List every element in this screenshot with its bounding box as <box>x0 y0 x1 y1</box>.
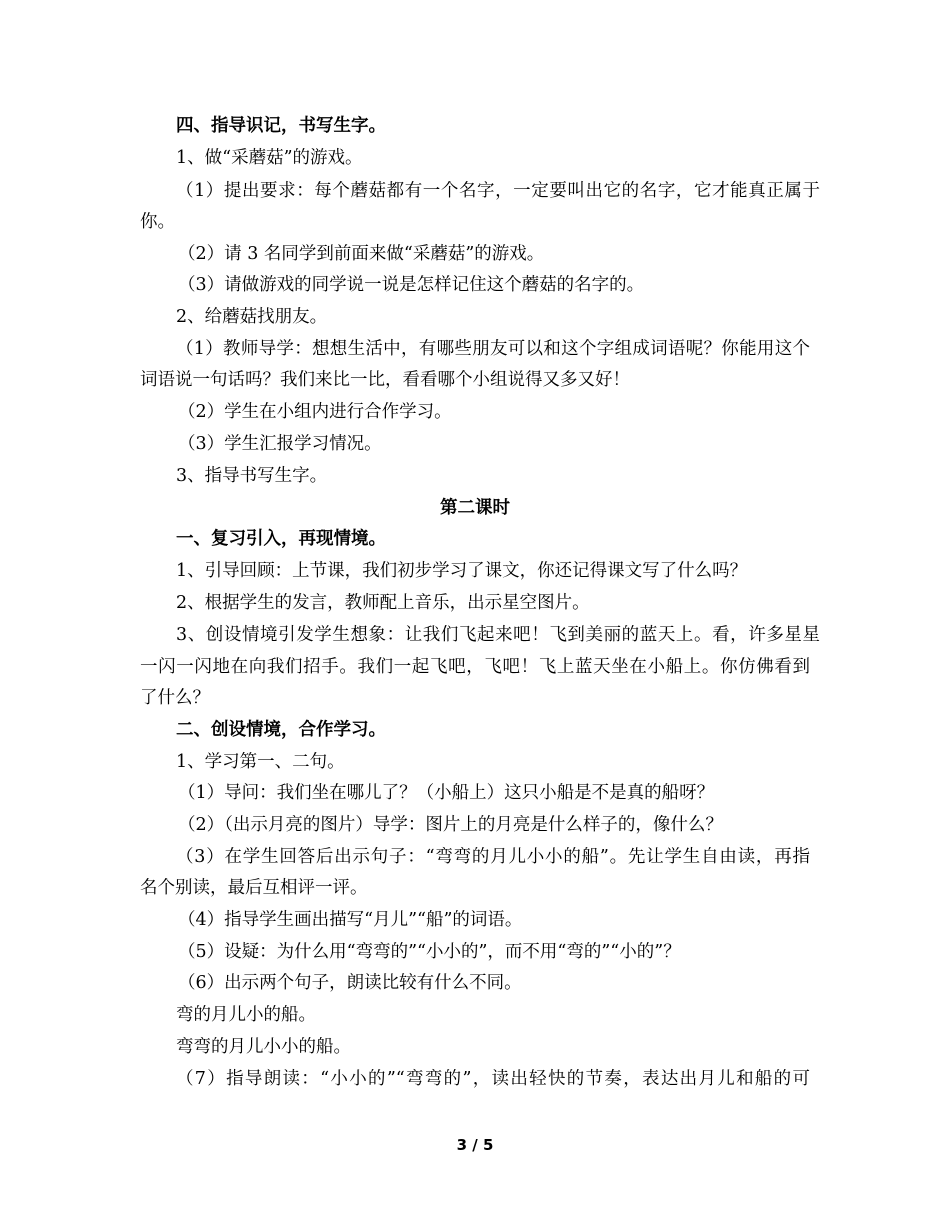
paragraph-line: （1）导问：我们坐在哪儿了？（小船上）这只小船是不是真的船呀？ <box>178 783 715 803</box>
paragraph-line: 一闪一闪地在向我们招手。我们一起飞吧，飞吧！飞上蓝天坐在小船上。你仿佛看到 <box>140 657 810 677</box>
section-heading-1: 一、复习引入，再现情境。 <box>176 529 386 549</box>
paragraph-line: 3、指导书写生字。 <box>176 466 328 486</box>
section-heading-4: 四、指导识记，书写生字。 <box>176 116 386 136</box>
paragraph-line: 了什么？ <box>140 688 210 708</box>
paragraph-line: 1、学习第一、二句。 <box>176 752 345 772</box>
paragraph-line: （2）学生在小组内进行合作学习。 <box>178 402 452 422</box>
paragraph-line: （4）指导学生画出描写“月儿”“船”的词语。 <box>178 910 523 930</box>
page-number: 3 / 5 <box>456 1136 494 1154</box>
paragraph-line: （7）指导朗读：“小小的”“弯弯的”，读出轻快的节奏，表达出月儿和船的可 <box>176 1069 810 1089</box>
paragraph-line: （2）请 3 名同学到前面来做“采蘑菇”的游戏。 <box>178 244 545 264</box>
paragraph-line: 弯弯的月儿小小的船。 <box>176 1037 351 1057</box>
paragraph-line: （5）设疑：为什么用“弯弯的”“小小的”，而不用“弯的”“小的”？ <box>178 942 681 962</box>
paragraph-line: （3）学生汇报学习情况。 <box>178 434 382 454</box>
paragraph-line: （3）请做游戏的同学说一说是怎样记住这个蘑菇的名字的。 <box>178 275 645 295</box>
paragraph-line: 词语说一句话吗？我们来比一比，看看哪个小组说得又多又好！ <box>140 370 630 390</box>
paragraph-line: 2、根据学生的发言，教师配上音乐，出示星空图片。 <box>176 593 590 613</box>
lesson-title: 第二课时 <box>440 498 510 518</box>
section-heading-2: 二、创设情境，合作学习。 <box>176 720 386 740</box>
paragraph-line: 1、做“采蘑菇”的游戏。 <box>176 148 363 168</box>
paragraph-line: 1、引导回顾：上节课，我们初步学习了课文，你还记得课文写了什么吗？ <box>176 561 748 581</box>
paragraph-line: （2）（出示月亮的图片）导学：图片上的月亮是什么样子的，像什么？ <box>178 815 723 835</box>
paragraph-line: （1）提出要求：每个蘑菇都有一个名字，一定要叫出它的名字，它才能真正属于 <box>176 181 820 201</box>
paragraph-line: （6）出示两个句子，朗读比较有什么不同。 <box>178 973 522 993</box>
paragraph-line: （3）在学生回答后出示句子：“弯弯的月儿小小的船”。先让学生自由读，再指 <box>176 847 810 867</box>
paragraph-line: 你。 <box>140 212 175 232</box>
paragraph-line: 2、给蘑菇找朋友。 <box>176 307 328 327</box>
paragraph-line: （1）教师导学：想想生活中，有哪些朋友可以和这个字组成词语呢？你能用这个 <box>176 339 810 359</box>
paragraph-line: 3、创设情境引发学生想象：让我们飞起来吧！飞到美丽的蓝天上。看，许多星星 <box>176 625 820 645</box>
paragraph-line: 名个别读，最后互相评一评。 <box>140 878 368 898</box>
paragraph-line: 弯的月儿小的船。 <box>176 1005 316 1025</box>
